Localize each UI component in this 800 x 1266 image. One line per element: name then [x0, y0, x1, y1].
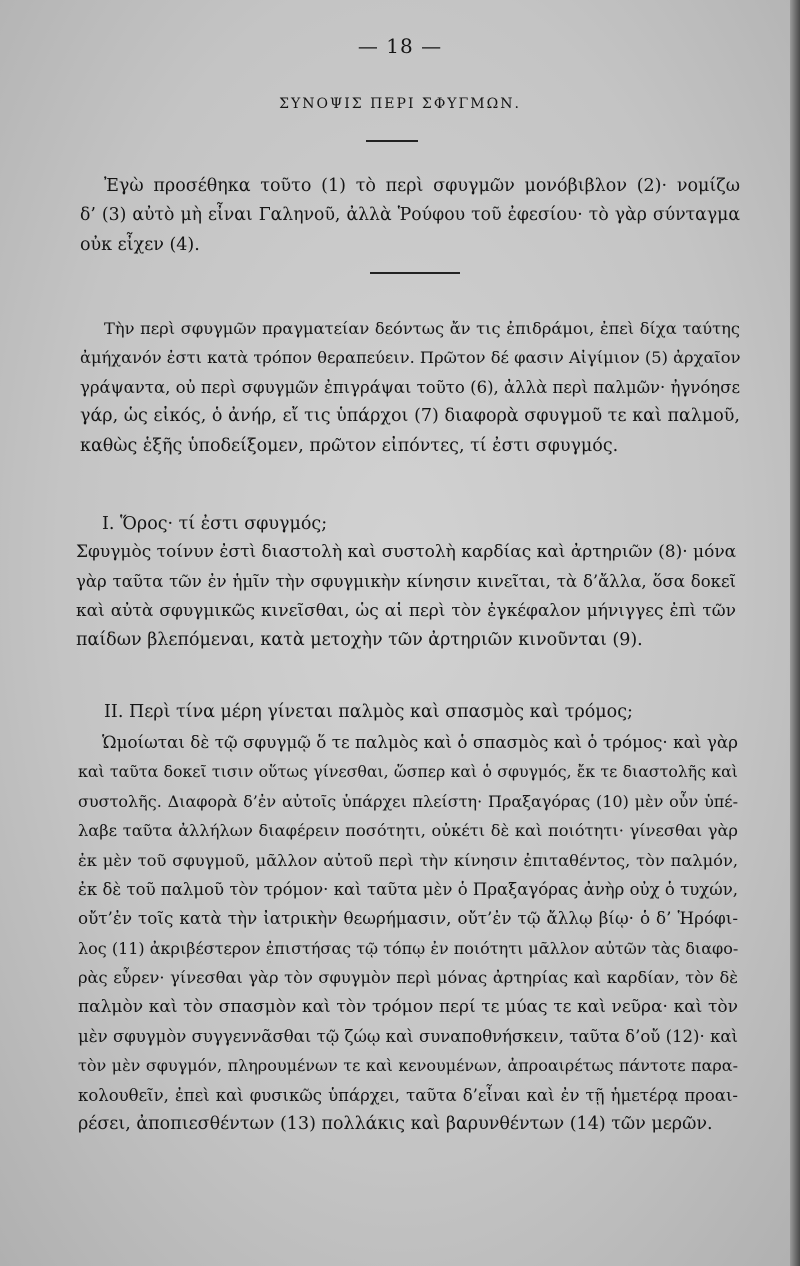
text-line: γὰρ ταῦτα τῶν ἐν ἡμῖν τὴν σφυγμικὴν κίνησιν κινεῖται, τὰ δ’ἄλλα, ὅσα δοκεῖ	[76, 572, 736, 592]
text-line: οὔτ’ἐν τοῖς κατὰ τὴν ἰατρικὴν θεωρήμασιν, οὔτ’ἐν τῷ ἄλλῳ βίῳ· ὁ δ’ Ἡρόφι-	[78, 908, 738, 929]
text-line: καθὼς ἑξῆς ὑποδείξομεν, πρῶτον εἰπόντες, τί ἐστι σφυγμός.	[80, 435, 619, 456]
text-line: ρὰς εὗρεν· γίνεσθαι γὰρ τὸν σφυγμὸν περὶ μόνας ἀρτηρίας καὶ καρδίαν, τὸν δὲ	[78, 968, 738, 988]
text-line: Ἐγὼ προσέθηκα τοῦτο (1) τὸ περὶ σφυγμῶν μονόβιβλον (2)· νομίζω	[104, 176, 740, 196]
text-line: ρέσει, ἀποπιεσθέντων (13) πολλάκις καὶ βαρυνθέντων (14) τῶν μερῶν.	[78, 1114, 713, 1135]
page-number: — 18 —	[357, 34, 443, 58]
section-separator-rule	[370, 272, 460, 274]
section-1-paragraph	[76, 538, 736, 656]
text-line: Ὡμοίωται δὲ τῷ σφυγμῷ ὅ τε παλμὸς καὶ ὁ σπασμὸς καὶ ὁ τρόμος· καὶ γὰρ	[102, 732, 738, 752]
text-line: ἐκ μὲν τοῦ σφυγμοῦ, μᾶλλον αὐτοῦ περὶ τὴν κίνησιν ἐπιταθέντος, τὸν παλμόν,	[78, 850, 738, 870]
preface-paragraph	[80, 314, 740, 461]
section-heading: I. Ὅρος· τί ἐστι σφυγμός;	[102, 514, 328, 534]
section-heading: II. Περὶ τίνα μέρη γίνεται παλμὸς καὶ σπασμὸς καὶ τρόμος;	[104, 702, 633, 722]
text-line: συστολῆς. Διαφορὰ δ’ἐν αὐτοῖς ὑπάρχει πλείστη· Πραξαγόρας (10) μὲν οὖν ὑπέ-	[78, 791, 738, 811]
text-line: μὲν σφυγμὸν συγγεννᾶσθαι τῷ ζώῳ καὶ συναποθνήσκειν, ταῦτα δ’οὔ (12)· καὶ	[78, 1026, 738, 1046]
intro-paragraph	[80, 172, 740, 260]
text-line: λος (11) ἀκριβέστερον ἐπιστήσας τῷ τόπῳ ἐν ποιότητι μᾶλλον αὐτῶν τὰς διαφο-	[78, 938, 739, 958]
section-2-heading	[78, 698, 738, 727]
text-line: κολουθεῖν, ἐπεὶ καὶ φυσικῶς ὑπάρχει, ταῦτα δ’εἶναι καὶ ἐν τῇ ἡμετέρᾳ προαι-	[78, 1085, 738, 1105]
text-line: λαβε ταῦτα ἀλλήλων διαφέρειν ποσότητι, οὐκέτι δὲ καὶ ποιότητι· γίνεσθαι γὰρ	[78, 821, 738, 841]
text-line: Σφυγμὸς τοίνυν ἐστὶ διαστολὴ καὶ συστολὴ καρδίας καὶ ἀρτηριῶν (8)· μόνα	[76, 542, 737, 562]
text-line: παλμὸν καὶ τὸν σπασμὸν καὶ τὸν τρόμον περί τε μύας τε καὶ νεῦρα· καὶ τὸν	[78, 996, 738, 1017]
text-line: παίδων βλεπόμεναι, κατὰ μετοχὴν τῶν ἀρτηριῶν κινοῦνται (9).	[76, 630, 643, 651]
title-rule	[366, 140, 418, 142]
text-line: οὐκ εἶχεν (4).	[80, 234, 200, 255]
section-2-paragraph	[78, 728, 738, 1139]
text-line: δ’ (3) αὐτὸ μὴ εἶναι Γαληνοῦ, ἀλλὰ Ῥούφου τοῦ ἐφεσίου· τὸ γὰρ σύνταγμα	[80, 205, 740, 226]
text-line: ἐκ δὲ τοῦ παλμοῦ τὸν τρόμον· καὶ ταῦτα μὲν ὁ Πραξαγόρας ἀνὴρ οὐχ ὁ τυχών,	[78, 879, 738, 899]
text-line: καὶ ταῦτα δοκεῖ τισιν οὕτως γίνεσθαι, ὥσπερ καὶ ὁ σφυγμός, ἔκ τε διαστολῆς καὶ	[78, 762, 738, 782]
text-line: γράψαντα, οὐ περὶ σφυγμῶν ἐπιγράψαι τοῦτο (6), ἀλλὰ περὶ παλμῶν· ἠγνόησε	[80, 377, 740, 397]
text-line: καὶ αὐτὰ σφυγμικῶς κινεῖσθαι, ὡς αἱ περὶ τὸν ἐγκέφαλον μήνιγγες ἐπὶ τῶν	[76, 600, 736, 621]
running-title: ΣΥΝΟΨΙΣ ΠΕΡΙ ΣΦΥΓΜΩΝ.	[279, 96, 521, 112]
text-line: τὸν μὲν σφυγμόν, πληρουμένων τε καὶ κενουμένων, ἀπροαιρέτως πάντοτε παρα-	[78, 1056, 738, 1076]
text-line: Τὴν περὶ σφυγμῶν πραγματείαν δεόντως ἄν τις ἐπιδράμοι, ἐπεὶ δίχα ταύτης	[104, 319, 740, 338]
section-1-heading	[76, 510, 736, 539]
text-line: γάρ, ὡς εἰκός, ὁ ἀνήρ, εἴ τις ὑπάρχοι (7) διαφορὰ σφυγμοῦ τε καὶ παλμοῦ,	[80, 406, 740, 427]
text-line: ἀμήχανόν ἐστι κατὰ τρόπον θεραπεύειν. Πρῶτον δέ φασιν Αἰγίμιον (5) ἀρχαῖον	[80, 348, 741, 368]
